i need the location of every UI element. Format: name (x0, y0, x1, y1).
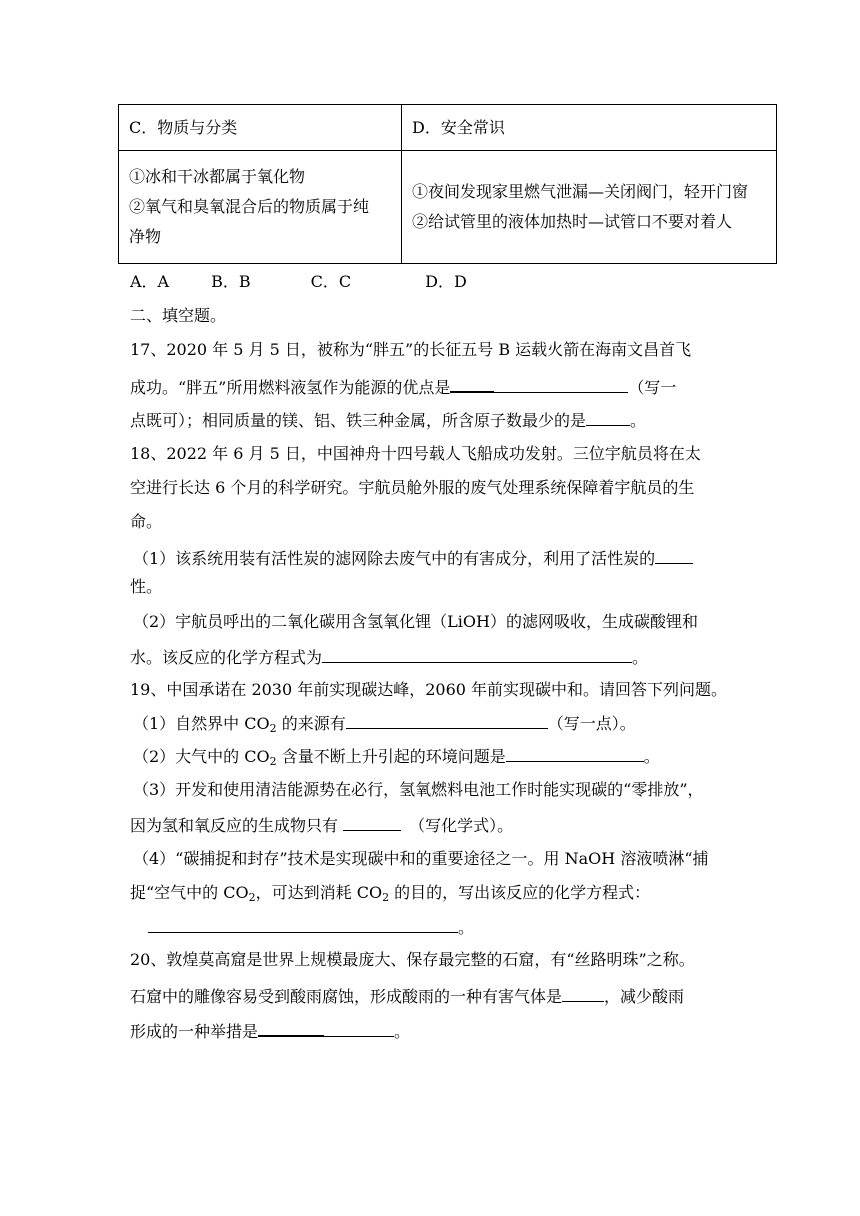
option-c-content (119, 151, 402, 264)
q17-line-3: 点既可）；相同质量的镁、铝、铁三种金属，所含原子数最少的是 。 (130, 411, 647, 430)
q19-part-4-answer: 。 (148, 916, 474, 938)
choice-d: D．D (425, 272, 467, 291)
option-c-header: C．物质与分类 (119, 105, 402, 151)
q19-part-3-cont: 因为氢和氧反应的生成物只有 （写化学式）。 (130, 816, 514, 835)
q18-part-2-cont: 水。该反应的化学方程式为 。 (130, 648, 649, 667)
q19-part-1: （1）自然界中 $CO_2$ 的来源有 （写一点）。 (133, 714, 636, 735)
q19-part-3: （3）开发和使用清洁能源势在必行，氢氧燃料电池工作时能实现碳的“零排放”， (133, 780, 704, 799)
q19-line-1: 19、中国承诺在 2030 年前实现碳达峰，2060 年前实现碳中和。请回答下列问题。 (130, 680, 728, 699)
q19-part-2: （2）大气中的 $CO_2$ 含量不断上升引起的环境问题是 。 (133, 747, 660, 768)
q18-blank-2[interactable] (322, 646, 632, 663)
q19-part-4: （4）“碳捕捉和封存”技术是实现碳中和的重要途径之一。用 NaOH 溶液喷淋“捕 (133, 849, 709, 868)
q17-line-2: 成功。“胖五”所用燃料液氢作为能源的优点是 （写一 (130, 375, 676, 398)
choice-b: B．B (211, 272, 251, 291)
option-d-line-1: ①夜间发现家里燃气泄漏—关闭阀门，轻开门窗 (412, 182, 749, 201)
choice-a: A．A (130, 272, 170, 291)
q17-blank-2[interactable] (586, 409, 630, 426)
q18-part-1: （1）该系统用装有活性炭的滤网除去废气中的有害成分，利用了活性炭的 (133, 547, 693, 569)
q19-blank-4[interactable] (148, 916, 458, 933)
option-d-content (402, 151, 777, 264)
q17-blank-1b[interactable] (494, 376, 628, 393)
option-d-header: D．安全常识 (402, 105, 777, 151)
section-title: 二、填空题。 (130, 306, 227, 325)
q20-blank-2b[interactable] (324, 1020, 394, 1037)
q18-blank-1[interactable] (655, 547, 693, 564)
q19-part-4-cont: 捉“空气中的 $CO_2$，可达到消耗 $CO_2$ 的目的，写出该反应的化学方程式： (130, 883, 651, 904)
choice-c: C．C (310, 272, 352, 291)
q19-blank-1[interactable] (346, 712, 548, 729)
q18-part-1-cont: 性。 (130, 577, 163, 596)
answer-options-table (118, 104, 777, 264)
q20-line-2: 石窟中的雕像容易受到酸雨腐蚀，形成酸雨的一种有害气体是 ，减少酸雨 (130, 987, 685, 1006)
q18-part-2: （2）宇航员呼出的二氧化碳用含氢氧化锂（LiOH）的滤网吸收，生成碳酸锂和 (133, 612, 698, 631)
option-c-line-3: 净物 (129, 227, 162, 246)
q20-blank-2a[interactable] (258, 1019, 324, 1037)
option-c-line-1: ①冰和干冰都属于氧化物 (129, 167, 306, 186)
q19-blank-3[interactable] (343, 814, 401, 831)
q17-line-1: 17、2020 年 5 月 5 日，被称为“胖五”的长征五号 B 运载火箭在海南文昌首飞 (130, 340, 692, 359)
q17-blank-1a[interactable] (450, 375, 494, 393)
q19-blank-2[interactable] (506, 745, 644, 762)
option-d-line-2: ②给试管里的液体加热时—试管口不要对着人 (412, 212, 733, 231)
q18-line-3: 命。 (130, 512, 163, 531)
option-c-line-2: ②氧气和臭氧混合后的物质属于纯 (129, 197, 370, 216)
q20-line-1: 20、敦煌莫高窟是世界上规模最庞大、保存最完整的石窟，有“丝路明珠”之称。 (130, 950, 695, 969)
q18-line-1: 18、2022 年 6 月 5 日，中国神舟十四号载人飞船成功发射。三位宇航员将在太 (130, 444, 701, 463)
q18-line-2: 空进行长达 6 个月的科学研究。宇航员舱外服的废气处理系统保障着宇航员的生 (130, 478, 695, 497)
choice-options (130, 272, 467, 292)
q20-blank-1[interactable] (562, 985, 604, 1002)
q20-line-3: 形成的一种举措是 。 (130, 1019, 410, 1042)
